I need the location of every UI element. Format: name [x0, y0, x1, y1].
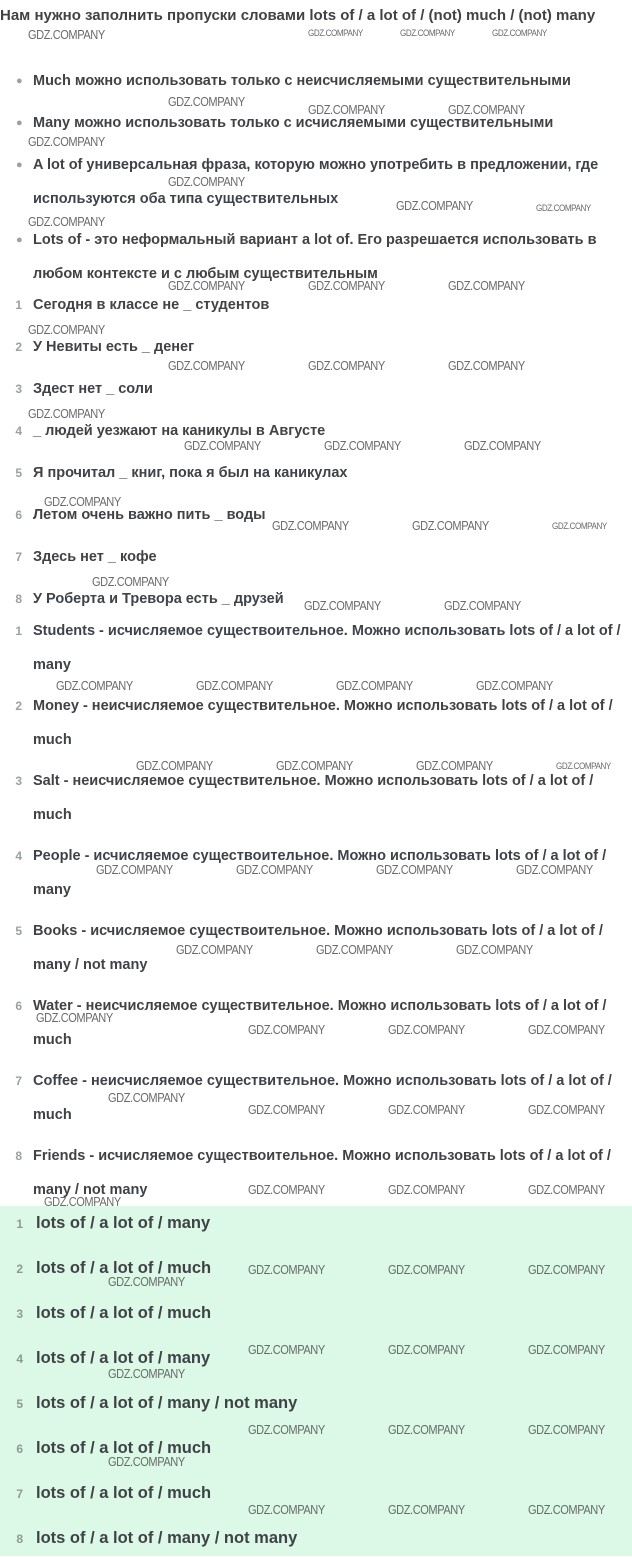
answer-item: 6 lots of / a lot of / much [16, 1439, 212, 1457]
explanation-item: 1 Students - исчисляемое существоительное. Можно использовать lots of / a lot of / many [15, 623, 621, 673]
watermark: GDZ.COMPANY [412, 518, 489, 533]
watermark: GDZ.COMPANY [388, 1422, 465, 1437]
bullet-icon: ● [16, 75, 23, 87]
watermark: GDZ.COMPANY [444, 598, 521, 613]
explanation-item: 6 Water - неисчисляемое существительное. Можно использовать lots of / a lot of / much [15, 998, 607, 1048]
watermark: GDZ.COMPANY [44, 494, 121, 509]
explanation-item: 8 Friends - исчисляемое существоительное. Можно использовать lots of / a lot of / many / not many [15, 1148, 611, 1198]
explanation-item: 7 Coffee - неисчисляемое существительное. Можно использовать lots of / a lot of / much [15, 1073, 612, 1123]
watermark: GDZ.COMPANY [388, 1502, 465, 1517]
watermark: GDZ.COMPANY [236, 862, 313, 877]
bullet-icon: ● [16, 159, 23, 171]
watermark: GDZ.COMPANY [196, 678, 273, 693]
watermark: GDZ.COMPANY [248, 1262, 325, 1277]
watermark: GDZ.COMPANY [528, 1342, 605, 1357]
watermark: GDZ.COMPANY [448, 102, 525, 117]
watermark: GDZ.COMPANY [324, 438, 401, 453]
watermark: GDZ.COMPANY [176, 942, 253, 957]
task-instruction: Нам нужно заполнить пропуски словами lots of / a lot of / (not) much / (not) many [0, 7, 596, 24]
watermark: GDZ.COMPANY [416, 758, 493, 773]
watermark: GDZ.COMPANY [108, 1090, 185, 1105]
watermark: GDZ.COMPANY [28, 27, 105, 42]
answer-item: 1 lots of / a lot of / many [16, 1214, 211, 1232]
watermark: GDZ.COMPANY [108, 1274, 185, 1289]
watermark: GDZ.COMPANY [528, 1102, 605, 1117]
answer-item: 5 lots of / a lot of / many / not many [16, 1394, 298, 1412]
sentence-item: 6 Летом очень важно пить _ воды [15, 507, 266, 523]
watermark: GDZ.COMPANY [492, 28, 547, 39]
watermark: GDZ.COMPANY [336, 678, 413, 693]
watermark: GDZ.COMPANY [396, 198, 473, 213]
watermark: GDZ.COMPANY [308, 358, 385, 373]
watermark: GDZ.COMPANY [528, 1422, 605, 1437]
sentence-item: 5 Я прочитал _ книг, пока я был на каникулах [15, 465, 348, 481]
watermark: GDZ.COMPANY [388, 1342, 465, 1357]
sentence-item: 3 Здест нет _ соли [15, 381, 153, 397]
watermark: GDZ.COMPANY [28, 214, 105, 229]
sentence-item: 8 У Роберта и Тревора есть _ друзей [15, 591, 284, 607]
watermark: GDZ.COMPANY [28, 406, 105, 421]
answer-item: 4 lots of / a lot of / many [16, 1349, 211, 1367]
sentence-item: 4 _ людей уезжают на каникулы в Августе [15, 423, 326, 439]
watermark: GDZ.COMPANY [28, 134, 105, 149]
watermark: GDZ.COMPANY [28, 322, 105, 337]
watermark: GDZ.COMPANY [308, 102, 385, 117]
watermark: GDZ.COMPANY [248, 1102, 325, 1117]
watermark: GDZ.COMPANY [248, 1182, 325, 1197]
rule-item: ● Lots of - это неформальный вариант a lot of. Его разрешается использовать в любом контексте и с любым существительным [16, 223, 628, 291]
sentence-item: 7 Здесь нет _ кофе [15, 549, 157, 565]
watermark: GDZ.COMPANY [108, 1366, 185, 1381]
watermark: GDZ.COMPANY [248, 1022, 325, 1037]
answer-item: 3 lots of / a lot of / much [16, 1304, 212, 1322]
explanation-item: 3 Salt - неисчисляемое существительное. Можно использовать lots of / a lot of / much [15, 773, 594, 823]
watermark: GDZ.COMPANY [552, 521, 607, 532]
answer-item: 8 lots of / a lot of / many / not many [16, 1529, 298, 1547]
watermark: GDZ.COMPANY [168, 94, 245, 109]
watermark: GDZ.COMPANY [516, 862, 593, 877]
bullet-icon: ● [16, 117, 23, 129]
watermark: GDZ.COMPANY [304, 598, 381, 613]
watermark: GDZ.COMPANY [108, 1454, 185, 1469]
watermark: GDZ.COMPANY [476, 678, 553, 693]
watermark: GDZ.COMPANY [528, 1262, 605, 1277]
watermark: GDZ.COMPANY [168, 358, 245, 373]
watermark: GDZ.COMPANY [272, 518, 349, 533]
watermark: GDZ.COMPANY [36, 1010, 113, 1025]
watermark: GDZ.COMPANY [308, 278, 385, 293]
watermark: GDZ.COMPANY [308, 28, 363, 39]
rule-item: ● Many можно использовать только с исчисляемыми существительными [16, 106, 628, 140]
watermark: GDZ.COMPANY [536, 203, 591, 214]
rule-item: ● A lot of универсальная фраза, которую можно употребить в предложении, где используются оба типа существительных [16, 148, 628, 216]
watermark: GDZ.COMPANY [248, 1502, 325, 1517]
watermark: GDZ.COMPANY [464, 438, 541, 453]
watermark: GDZ.COMPANY [388, 1182, 465, 1197]
watermark: GDZ.COMPANY [388, 1262, 465, 1277]
bullet-icon: ● [16, 234, 23, 246]
watermark: GDZ.COMPANY [44, 1194, 121, 1209]
watermark: GDZ.COMPANY [448, 278, 525, 293]
answer-item: 7 lots of / a lot of / much [16, 1484, 212, 1502]
answers-panel [0, 1206, 632, 1556]
watermark: GDZ.COMPANY [184, 438, 261, 453]
watermark: GDZ.COMPANY [388, 1022, 465, 1037]
watermark: GDZ.COMPANY [556, 761, 611, 772]
watermark: GDZ.COMPANY [376, 862, 453, 877]
explanation-item: 2 Money - неисчисляемое существительное. Можно использовать lots of / a lot of / much [15, 698, 613, 748]
watermark: GDZ.COMPANY [528, 1182, 605, 1197]
watermark: GDZ.COMPANY [136, 758, 213, 773]
explanation-item: 5 Books - исчисляемое существоительное. Можно использовать lots of / a lot of / many / not many [15, 923, 603, 973]
watermark: GDZ.COMPANY [248, 1422, 325, 1437]
rule-item: ● Much можно использовать только с неисчисляемыми существительными [16, 64, 628, 98]
answer-item: 2 lots of / a lot of / much [16, 1259, 212, 1277]
watermark: GDZ.COMPANY [56, 678, 133, 693]
watermark: GDZ.COMPANY [316, 942, 393, 957]
watermark: GDZ.COMPANY [528, 1502, 605, 1517]
watermark: GDZ.COMPANY [528, 1022, 605, 1037]
sentence-item: 1 Сегодня в классе не _ студентов [15, 297, 270, 313]
watermark: GDZ.COMPANY [456, 942, 533, 957]
watermark: GDZ.COMPANY [96, 862, 173, 877]
watermark: GDZ.COMPANY [248, 1342, 325, 1357]
watermark: GDZ.COMPANY [400, 28, 455, 39]
watermark: GDZ.COMPANY [168, 174, 245, 189]
watermark: GDZ.COMPANY [92, 574, 169, 589]
explanation-item: 4 People - исчисляемое существоительное. Можно использовать lots of / a lot of / many [15, 848, 607, 898]
sentence-item: 2 У Невиты есть _ денег [15, 339, 195, 355]
watermark: GDZ.COMPANY [388, 1102, 465, 1117]
watermark: GDZ.COMPANY [168, 278, 245, 293]
watermark: GDZ.COMPANY [448, 358, 525, 373]
watermark: GDZ.COMPANY [276, 758, 353, 773]
